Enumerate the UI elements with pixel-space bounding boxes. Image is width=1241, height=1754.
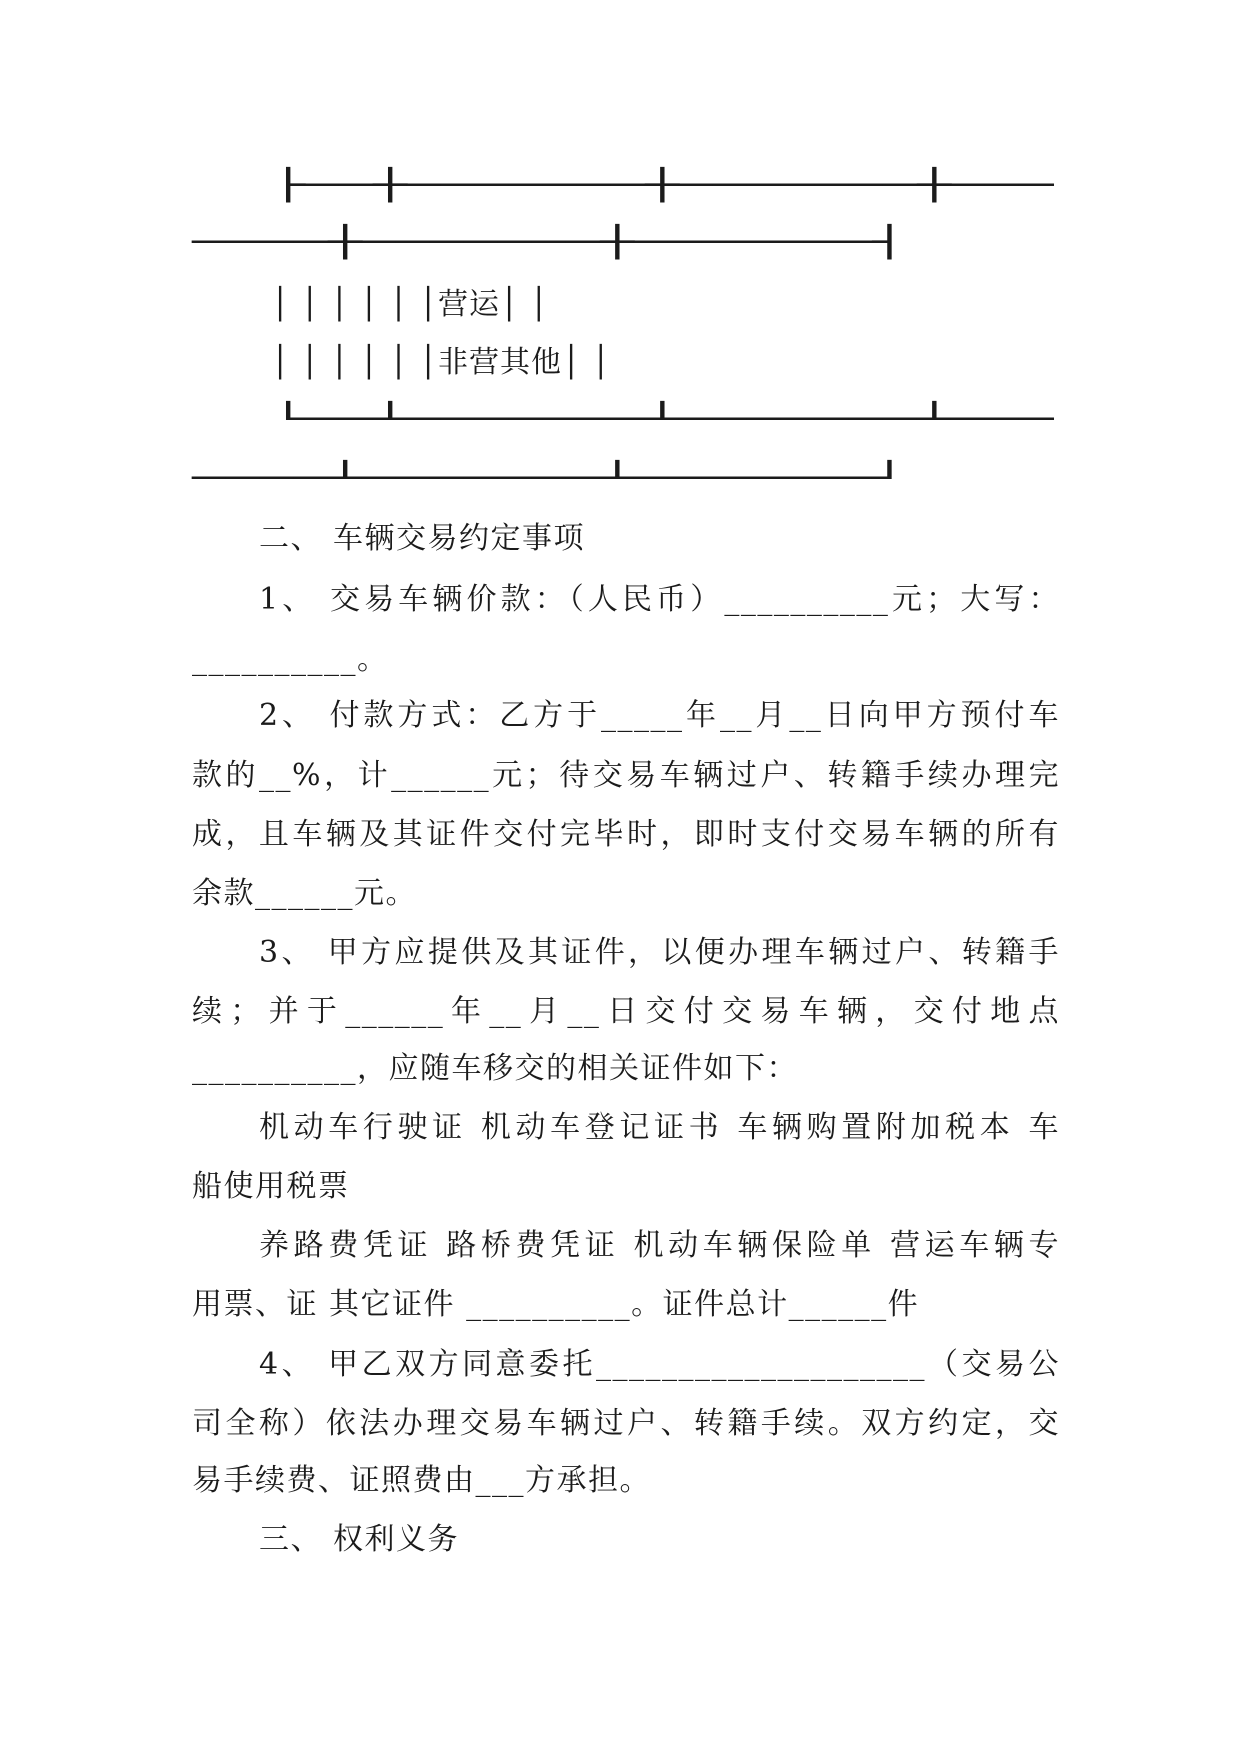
table-row-non-operating: │ │ │ │ │ │非营其他│ │ <box>271 345 611 380</box>
clause-1-line-1: 1、 交易车辆价款：（人民币）__________元；大写： <box>259 582 1060 617</box>
clause-2-line-1: 2、 付款方式：乙方于_____年__月__日向甲方预付车 <box>259 698 1060 733</box>
section-2-heading: 二、 车辆交易约定事项 <box>259 521 586 556</box>
table-border-bottom-row-1: └──┴───────┴───────┴─── <box>271 402 1054 437</box>
table-border-top-row-2: ────┼───────┼───────┤ <box>192 225 907 260</box>
section-3-heading: 三、 权利义务 <box>259 1522 460 1557</box>
table-border-top-row-1: ├──┼───────┼───────┼─── <box>271 168 1054 203</box>
clause-2-line-2: 款的__%，计______元；待交易车辆过户、转籍手续办理完 <box>192 758 1060 793</box>
clause-4-line-1: 4、 甲乙双方同意委托____________________（交易公 <box>259 1347 1060 1382</box>
table-border-bottom-row-2: ────┴───────┴───────┘ <box>192 461 907 496</box>
clause-3-line-2: 续；并于______年__月__日交付交易车辆，交付地点 <box>192 994 1060 1029</box>
clause-2-line-4: 余款______元。 <box>192 876 417 911</box>
clause-2-line-3: 成，且车辆及其证件交付完毕时，即时支付交易车辆的所有 <box>192 817 1060 852</box>
certificate-list-1-line-2: 船使用税票 <box>192 1169 350 1204</box>
certificate-list-1-line-1: 机动车行驶证 机动车登记证书 车辆购置附加税本 车 <box>259 1110 1060 1145</box>
clause-3-line-3: __________，应随车移交的相关证件如下： <box>192 1051 798 1086</box>
certificate-list-2-line-2: 用票、证 其它证件 __________。证件总计______件 <box>192 1287 920 1322</box>
table-row-operating: │ │ │ │ │ │营运│ │ <box>271 287 549 322</box>
certificate-list-2-line-1: 养路费凭证 路桥费凭证 机动车辆保险单 营运车辆专 <box>259 1228 1060 1263</box>
clause-1-line-2: __________。 <box>192 642 389 677</box>
clause-3-line-1: 3、 甲方应提供及其证件，以便办理车辆过户、转籍手 <box>259 935 1060 970</box>
clause-4-line-2: 司全称）依法办理交易车辆过户、转籍手续。双方约定，交 <box>192 1406 1060 1441</box>
clause-4-line-3: 易手续费、证照费由___方承担。 <box>192 1463 651 1498</box>
